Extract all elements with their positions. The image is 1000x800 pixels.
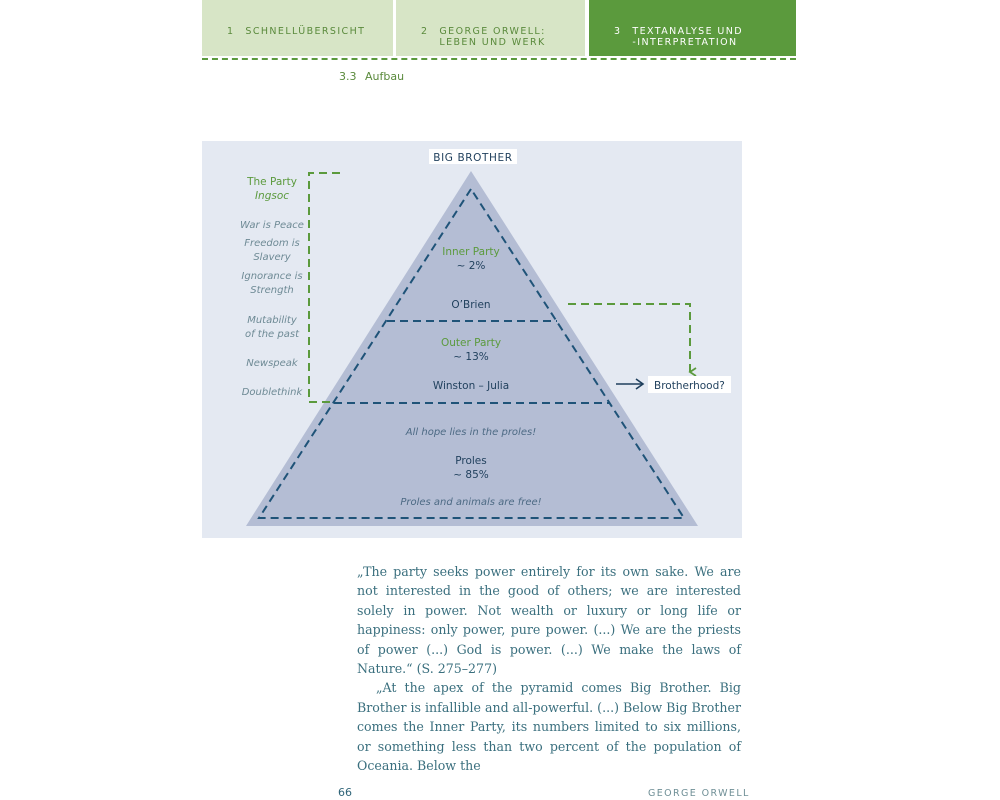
brotherhood-label: Brotherhood? xyxy=(654,380,725,392)
tab-label-line1: GEORGE ORWELL: xyxy=(439,26,546,37)
party-pyramid-diagram xyxy=(202,141,742,538)
inner-party-share: ~ 2% xyxy=(456,260,486,272)
inner-party-member: O’Brien xyxy=(451,299,491,311)
tab-george-orwell-leben-und-werk[interactable] xyxy=(396,0,585,56)
tab-textanalyse-und-interpretation[interactable] xyxy=(589,0,796,56)
outer-party-share: ~ 13% xyxy=(453,351,489,363)
tab-number: 3 xyxy=(614,26,622,37)
section-title: Aufbau xyxy=(365,70,405,83)
slogan-ignorance-is-strength-line2: Strength xyxy=(250,285,294,296)
party-subtitle: Ingsoc xyxy=(254,190,290,202)
quote-paragraph-2: „At the apex of the pyramid comes Big Brother. Big Brother is infallible and all-powerful. (...) Below Big Brother comes the Inner Party, its numbers limited to six millions, or something less than two percent of the population of Oceania. Below the xyxy=(357,680,741,774)
header-dashed-rule xyxy=(202,58,796,60)
concept-newspeak: Newspeak xyxy=(246,358,298,369)
tab-label: SCHNELLÜBERSICHT xyxy=(245,26,366,37)
tab-label-line2: -INTERPRETATION xyxy=(632,37,738,48)
proles-share: ~ 85% xyxy=(453,469,489,481)
concept-mutability-line2: of the past xyxy=(244,329,300,340)
running-footer-author: GEORGE ORWELL xyxy=(648,788,750,799)
tab-label-line2: LEBEN UND WERK xyxy=(439,37,546,48)
slogan-freedom-is-slavery-line1: Freedom is xyxy=(244,238,300,249)
page-number: 66 xyxy=(338,786,352,799)
tab-schnelluebersicht[interactable] xyxy=(202,0,393,56)
tab-number: 2 xyxy=(421,26,429,37)
outer-party-member: Winston – Julia xyxy=(432,380,510,392)
slogan-war-is-peace: War is Peace xyxy=(240,220,304,231)
concept-doublethink: Doublethink xyxy=(241,387,303,398)
apex-label-big-brother: BIG BROTHER xyxy=(433,152,513,164)
slogan-freedom-is-slavery-line2: Slavery xyxy=(253,252,291,263)
proles-bottom-note: Proles and animals are free! xyxy=(400,497,542,508)
outer-party-label: Outer Party xyxy=(440,337,502,349)
tab-label-line1: TEXTANALYSE UND xyxy=(632,26,743,37)
section-number: 3.3 xyxy=(339,70,357,83)
slogan-ignorance-is-strength-line1: Ignorance is xyxy=(241,271,303,282)
inner-party-label: Inner Party xyxy=(442,246,500,258)
quote-paragraph-1: „The party seeks power entirely for its own sake. We are not interested in the good of others; we are interested solely in power. Not wealth or luxury or long life or happiness: only power, pure power. (...) We are the priests of power (...) God is power. (...) We make the laws of Nature.“ (S. 275–277) xyxy=(357,564,741,677)
party-title: The Party xyxy=(247,176,297,188)
quote-block xyxy=(357,562,741,775)
tab-number: 1 xyxy=(227,26,235,37)
concept-mutability-line1: Mutability xyxy=(247,315,297,326)
proles-top-note: All hope lies in the proles! xyxy=(405,427,537,438)
proles-label: Proles xyxy=(455,455,487,467)
